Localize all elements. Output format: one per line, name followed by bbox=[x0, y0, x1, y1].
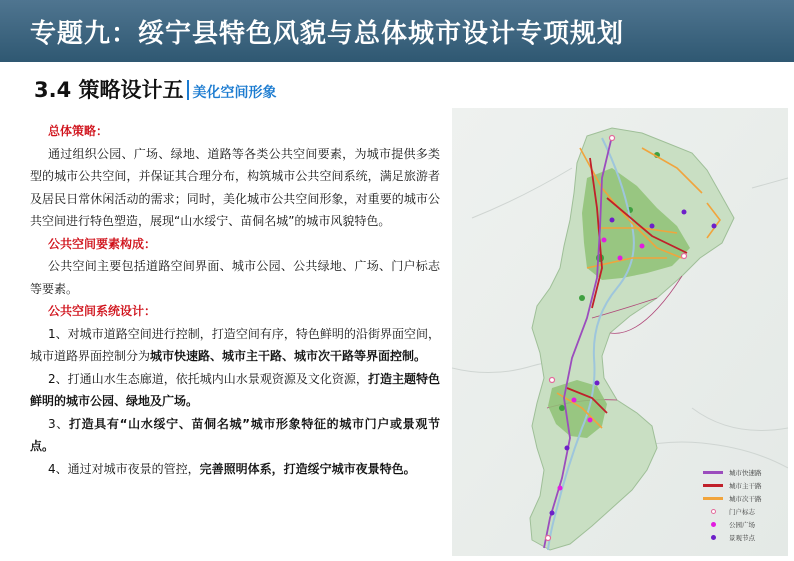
page-title: 专题九：绥宁县特色风貌与总体城市设计专项规划 bbox=[30, 19, 625, 49]
legend-item-secondary bbox=[702, 492, 790, 505]
legend-label: 城市次干路 bbox=[729, 495, 762, 503]
header-banner bbox=[0, 0, 794, 62]
system-item-3 bbox=[30, 413, 440, 458]
legend-label: 公园广场 bbox=[729, 521, 755, 529]
map-legend bbox=[702, 466, 790, 544]
section-divider bbox=[187, 80, 189, 100]
system-design-heading: 公共空间系统设计： bbox=[48, 304, 157, 318]
elements-heading: 公共空间要素构成： bbox=[48, 236, 157, 251]
system-item-1-bold: 城市快速路、城市主干路、城市次干路等界面控制。 bbox=[150, 349, 427, 363]
park-plaza-icon bbox=[711, 522, 716, 527]
system-item-3-text: 3、 bbox=[48, 416, 69, 431]
legend-label: 城市主干路 bbox=[729, 482, 762, 490]
system-item-4-bold: 完善照明体系，打造绥宁城市夜景特色。 bbox=[199, 461, 416, 476]
legend-item-expressway bbox=[702, 466, 790, 479]
legend-item-gateway bbox=[702, 505, 790, 518]
section-subtitle: 美化空间形象 bbox=[192, 85, 277, 101]
legend-item-arterial bbox=[702, 479, 790, 492]
legend-item-park bbox=[702, 518, 790, 531]
system-item-1 bbox=[30, 323, 440, 368]
expressway-swatch bbox=[703, 471, 723, 474]
legend-item-node bbox=[702, 531, 790, 544]
system-item-2-bold: 打造主题特色鲜明的城市公园、绿地及广场。 bbox=[30, 371, 440, 408]
elements-text: 公共空间主要包括道路空间界面、城市公园、公共绿地、广场、门户标志等要素。 bbox=[30, 259, 440, 296]
system-item-4 bbox=[30, 458, 440, 481]
arterial-swatch bbox=[703, 484, 723, 487]
strategy-text bbox=[30, 120, 440, 480]
system-item-2-text: 2、打通山水生态廊道，依托城内山水景观资源及文化资源， bbox=[48, 371, 368, 386]
legend-label: 城市快速路 bbox=[729, 469, 762, 477]
system-item-2 bbox=[30, 368, 440, 413]
secondary-swatch bbox=[703, 497, 723, 500]
landscape-node-icon bbox=[711, 535, 716, 540]
section-title: 3.4 策略设计五 bbox=[34, 78, 184, 102]
system-item-4-text: 4、通过对城市夜景的管控， bbox=[48, 461, 200, 476]
legend-label: 门户标志 bbox=[729, 508, 755, 516]
gateway-icon bbox=[711, 509, 716, 514]
overall-strategy-heading: 总体策略： bbox=[48, 124, 109, 138]
legend-label: 景观节点 bbox=[729, 534, 755, 542]
overall-strategy-text: 通过组织公园、广场、绿地、道路等各类公共空间要素，为城市提供多类型的城市公共空间，并保证其合理分布，构筑城市公共空间系统，满足旅游者及居民日常休闲活动的需求；同时，美化城市公共空间形象，对重要的城市公共空间进行特色塑造，展现“山水绥宁、苗侗名城”的城市风貌特色。 bbox=[30, 146, 440, 228]
section-heading bbox=[34, 74, 277, 104]
system-item-3-bold: 打造具有“山水绥宁、苗侗名城”城市形象特征的城市门户或景观节点。 bbox=[30, 416, 440, 453]
system-item-1-text: 1、对城市道路空间进行控制，打造空间有序，特色鲜明的沿街界面空间，城市道路界面控制分为 bbox=[30, 326, 440, 363]
